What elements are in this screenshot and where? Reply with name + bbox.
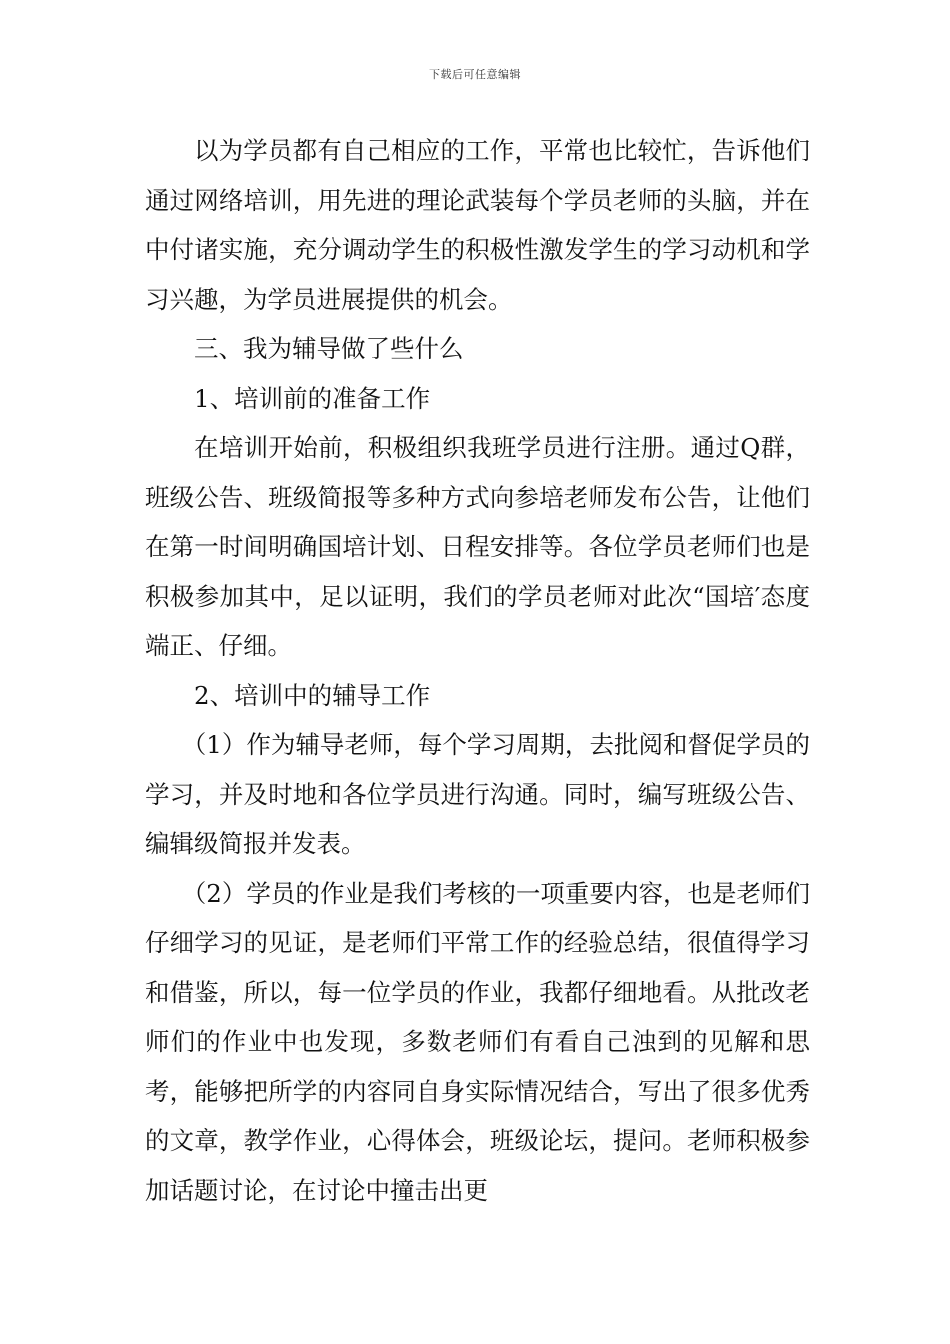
page-header-note: 下载后可任意编辑 [429,68,521,81]
section-heading-3: 三、我为辅导做了些什么 [194,334,464,363]
subheading-2: 2、培训中的辅导工作 [194,680,431,710]
paragraph-registration: 在培训开始前，积极组织我班学员进行注册。通过Q群，班级公告、班级简报等多种方式向参培老师发布公告，让他们在第一时间明确国培计划、日程安排等。各位学员老师们也是积极参加其中，足以证明，我们的学员老师对此次“国培′态度端正、仔细。 [145,433,810,660]
paragraph-item-1: （1）作为辅导老师，每个学习周期，去批阅和督促学员的学习，并及时地和各位学员进行沟通。同时，编写班级公告、编辑级简报并发表。 [145,730,810,858]
subheading-1: 1、培训前的准备工作 [194,383,431,413]
document-body [145,126,810,1215]
paragraph-1: 以为学员都有自己相应的工作，平常也比较忙，告诉他们通过网络培训，用先进的理论武装每个学员老师的头脑，并在中付诸实施，充分调动学生的积极性激发学生的学习动机和学习兴趣，为学员进展提供的机会。 [145,136,810,314]
paragraph-item-2: （2）学员的作业是我们考核的一项重要内容，也是老师们仔细学习的见证，是老师们平常工作的经验总结，很值得学习和借鉴，所以，每一位学员的作业，我都仔细地看。从批改老师们的作业中也发现，多数老师们有看自己浊到的见解和思考，能够把所学的内容同自身实际情况结合，写出了很多优秀的文章，教学作业，心得体会，班级论坛，提问。老师积极参加话题讨论，在讨论中撞击出更 [145,878,810,1205]
